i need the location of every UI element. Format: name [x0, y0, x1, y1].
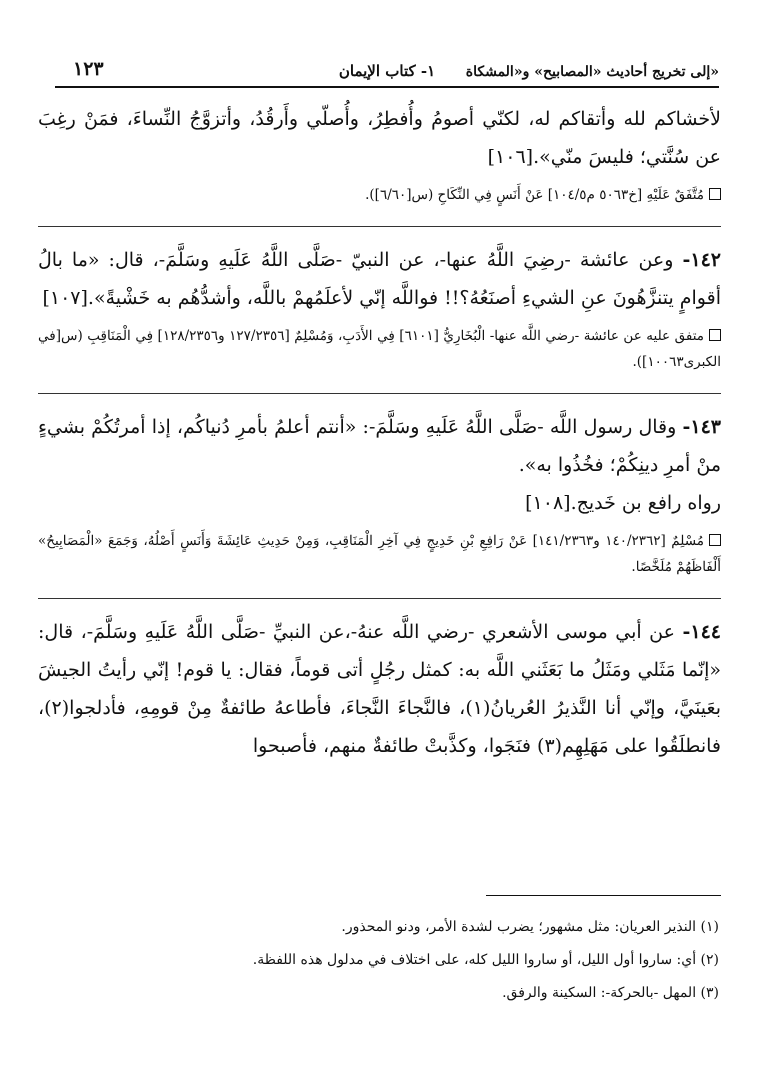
- square-bullet-icon: [709, 534, 721, 546]
- footnote-2: (٢) أي: ساروا أول الليل، أو ساروا الليل كله، على اختلاف في مدلول هذه اللفظة.: [252, 952, 719, 968]
- hadith-block: [38, 613, 721, 765]
- hadith-body: وعن عائشة -رضِيَ اللَّهُ عنها-، عن النبيّ -صَلَّى اللَّهُ عَلَيهِ وسَلَّمَ-، قال: «ما بالُ أقوامٍ يتنزَّهُونَ عنِ الشيءِ أصنَعُهُ؟!! فواللَّه إنّي لأعلَمُهمْ باللَّه، وأشدُّهُم به خَشْيةً».[١٠٧]: [38, 249, 721, 309]
- chapter-title: ١- كتاب الإيمان: [338, 62, 436, 80]
- footnote-divider: [486, 895, 721, 896]
- section-divider: [38, 226, 721, 227]
- takhrij-text: متفق عليه عن عائشة -رضي اللَّه عنها- الْبُخَارِيُّ [٦١٠١] فِي الأَدَبِ، وَمُسْلِمٌ [١٢٧/٢٣٥٦ و١٢٨/٢٣٥٦] فِي الْمَنَاقِبِ (س[في الكبرى١٠٠٦٣]).: [38, 328, 721, 370]
- hadith-block: [38, 241, 721, 375]
- takhrij-note: [38, 323, 721, 375]
- hadith-body: عن أبي موسى الأشعري -رضي اللَّه عنهُ-،عن النبيِّ -صَلَّى اللَّهُ عَلَيهِ وسَلَّمَ-، قال: «إنّما مَثَلي ومَثَلُ ما بَعَثَني اللَّه به: كمثل رجُلٍ أتى قوماً، فقال: يا قوم! إنّي رأيتُ الجيشَ بعَينَيَّ، وإنّي أنا النَّذيرُ العُريانُ(١)، فالنَّجاءَ النَّجاءَ، فأطاعهُ طائفةٌ مِنْ قومِهِ، فأدلجوا(٢)، فانطلَقُوا على مَهَلِهِم(٣) فنَجَوا، وكذَّبتْ طائفةٌ منهم، فأصبحوا: [38, 621, 721, 757]
- section-divider: [38, 598, 721, 599]
- hadith-number: ١٤٤-: [682, 621, 721, 643]
- hadith-text: لأخشاكم لله وأتقاكم له، لكنّي أصومُ وأُفطِرُ، وأُصلّي وأَرقُدُ، وأتزوَّجُ النِّساءَ، فمَنْ رغِبَ عن سُنَّتي؛ فليسَ منّي».[١٠٦]: [38, 108, 721, 168]
- takhrij-note: [38, 528, 721, 580]
- takhrij-note: [38, 182, 721, 208]
- narrator-line: رواه رافع بن خَديج.[١٠٨]: [525, 492, 721, 514]
- footnotes: [38, 917, 719, 1016]
- square-bullet-icon: [709, 329, 721, 341]
- book-title: إلى تخريج أحاديث «المصابيح» و«المشكاة»: [465, 64, 719, 80]
- hadith-block: [38, 100, 721, 208]
- hadith-text: [38, 408, 721, 484]
- footnote-1: (١) النذير العريان: مثل مشهور؛ يضرب لشدة الأمر، ودنو المحذور.: [341, 919, 719, 935]
- hadith-number: ١٤٣-: [682, 416, 721, 438]
- hadith-text: [38, 241, 721, 317]
- hadith-number: ١٤٢-: [682, 249, 721, 271]
- square-bullet-icon: [709, 188, 721, 200]
- main-text: [38, 100, 721, 783]
- footnote-3: (٣) المهل -بالحركة-: السكينة والرفق.: [502, 985, 719, 1001]
- hadith-body: وقال رسول اللَّه -صَلَّى اللَّهُ عَلَيهِ وسَلَّمَ-: «أنتم أعلمُ بأمرِ دُنياكُم، إذا أمرتُكُمْ بشيءٍ منْ أمرِ دينِكُمْ؛ فخُذُوا به».: [38, 416, 721, 476]
- hadith-text: [38, 613, 721, 765]
- takhrij-text: مُتَّفَقٌ عَلَيْهِ [خ٥٠٦٣ م١٠٤/٥] عَنْ أَنَسٍ فِي النِّكَاحِ (س[٦/٦٠]).: [365, 187, 704, 203]
- page-header: [55, 50, 719, 88]
- takhrij-text: مُسْلِمٌ [١٤٠/٢٣٦٢ و١٤١/٢٣٦٣] عَنْ رَافِعِ بْنِ خَدِيجٍ فِي آخِرِ الْمَنَاقِبِ، وَمِنْ حَدِيثِ عَائِشَةَ وَأَنَسٍ أَصْلُهُ، وَجَمَعَ «الْمَصَابِيحُ» أَلْفَاظَهُمْ مُلَخَّصًا.: [38, 533, 721, 575]
- hadith-block: [38, 408, 721, 580]
- section-divider: [38, 393, 721, 394]
- page-number: ١٢٣: [73, 58, 104, 80]
